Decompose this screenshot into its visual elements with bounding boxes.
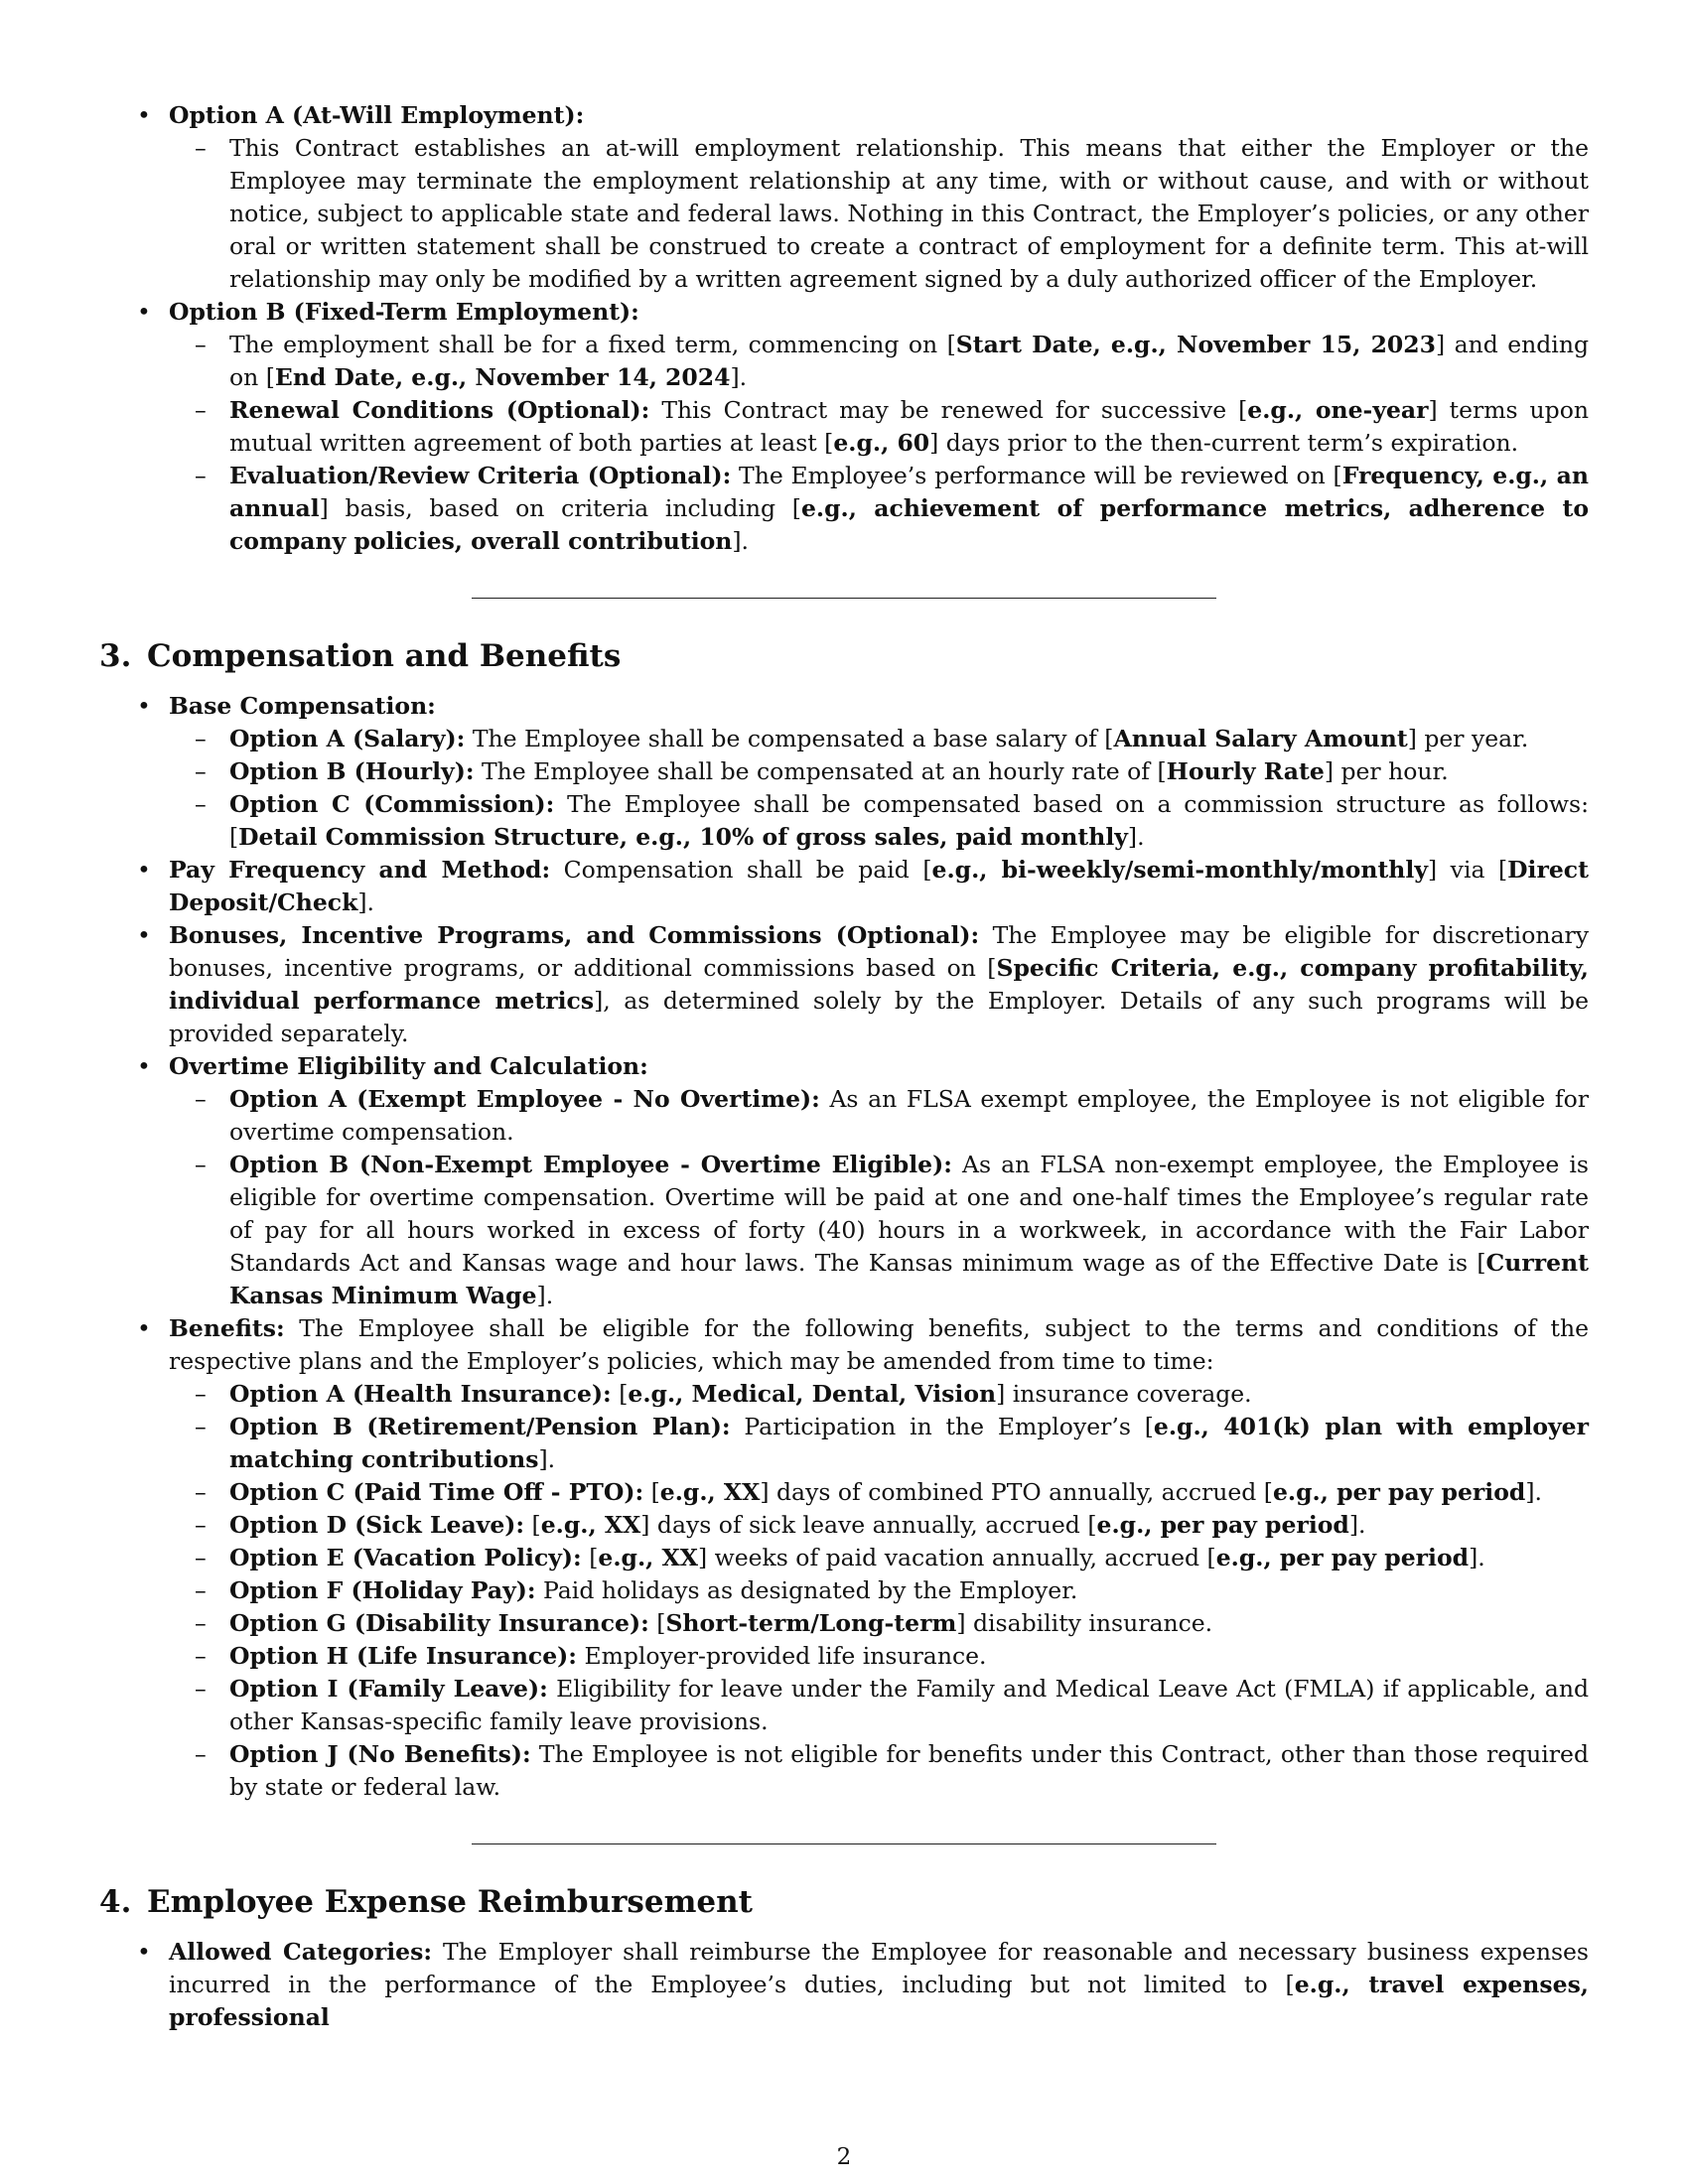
employment-term-options xyxy=(99,99,1589,558)
sick-leave-option: – Option D (Sick Leave): [e.g., XX] days of sick leave annually, accrued [e.g., per pay period]. xyxy=(169,1509,1589,1542)
holiday-pay-option: – Option F (Holiday Pay): Paid holidays as designated by the Employer. xyxy=(169,1574,1589,1607)
bonuses: • Bonuses, Incentive Programs, and Commissions (Optional): The Employee may be eligible for discretionary bonuses, incentive programs, or additional commissions based on [Specific Criteria, e.g., company profitability, individual performance metrics], as determined solely by the Employer. Details of any such programs will be provided separately. xyxy=(99,919,1589,1050)
disability-option: – Option G (Disability Insurance): [Short-term/Long-term] disability insurance. xyxy=(169,1607,1589,1640)
document-page xyxy=(99,99,1589,2034)
health-insurance-option: – Option A (Health Insurance): [e.g., Medical, Dental, Vision] insurance coverage. xyxy=(169,1378,1589,1411)
option-b-fixed-term: • Option B (Fixed-Term Employment): – The employment shall be for a fixed term, commencing on [Start Date, e.g., November 15, 2023] and ending on [End Date, e.g., November 14, 2024]. – Renewal Conditions (Optional): This Contract may be renewed for successive [e.g., one-year] terms upon mutual written agreement of both parties at least [e.g., 60] days prior to the then-current term’s expiration. – Evaluation/Review Criteria (Optional): The Employee’s performance will be reviewed on [Frequency, e.g., an annual] basis, based on criteria including [e.g., achievement of performance metrics, adherence to company policies, overall contribution]. xyxy=(99,296,1589,558)
page-number: 2 xyxy=(836,2144,852,2170)
allowed-categories: • Allowed Categories: The Employer shall reimburse the Employee for reasonable and necessary business expenses incurred in the performance of the Employee’s duties, including but not limited to [e.g., travel expenses, professional xyxy=(99,1936,1589,2034)
compensation-list xyxy=(99,690,1589,1804)
section-heading-expense: 4. Employee Expense Reimbursement xyxy=(99,1884,753,1920)
exempt-option: – Option A (Exempt Employee - No Overtime): As an FLSA exempt employee, the Employee is not eligible for overtime compensation. xyxy=(169,1083,1589,1149)
base-compensation: • Base Compensation: – Option A (Salary): The Employee shall be compensated a base salary of [Annual Salary Amount] per year. – Option B (Hourly): The Employee shall be compensated at an hourly rate of [Hourly Rate] per hour. – Option C (Commission): The Employee shall be compensated based on a commission structure as follows: [Detail Commission Structure, e.g., 10% of gross sales, paid monthly]. xyxy=(99,690,1589,854)
hourly-option: – Option B (Hourly): The Employee shall be compensated at an hourly rate of [Hourly Rate] per hour. xyxy=(169,755,1589,788)
term-dates-clause: – The employment shall be for a fixed term, commencing on [Start Date, e.g., November 15, 2023] and ending on [End Date, e.g., November 14, 2024]. xyxy=(169,329,1589,394)
section-heading-compensation: 3. Compensation and Benefits xyxy=(99,638,622,674)
vacation-option: – Option E (Vacation Policy): [e.g., XX] weeks of paid vacation annually, accrued [e.g., per pay period]. xyxy=(169,1542,1589,1574)
commission-option: – Option C (Commission): The Employee shall be compensated based on a commission structure as follows: [Detail Commission Structure, e.g., 10% of gross sales, paid monthly]. xyxy=(169,788,1589,854)
retirement-option: – Option B (Retirement/Pension Plan): Participation in the Employer’s [e.g., 401(k) plan with employer matching contributions]. xyxy=(169,1411,1589,1476)
renewal-clause: – Renewal Conditions (Optional): This Contract may be renewed for successive [e.g., one-year] terms upon mutual written agreement of both parties at least [e.g., 60] days prior to the then-current term’s expiration. xyxy=(169,394,1589,460)
at-will-clause: – This Contract establishes an at-will employment relationship. This means that either the Employer or the Employee may terminate the employment relationship at any time, with or without cause, and with or without notice, subject to applicable state and federal laws. Nothing in this Contract, the Employer’s policies, or any other oral or written statement shall be construed to create a contract of employment for a definite term. This at-will relationship may only be modified by a written agreement signed by a duly authorized officer of the Employer. xyxy=(169,132,1589,296)
section-divider xyxy=(472,598,1216,599)
no-benefits-option: – Option J (No Benefits): The Employee is not eligible for benefits under this Contract, other than those required by state or federal law. xyxy=(169,1738,1589,1804)
overtime: • Overtime Eligibility and Calculation: – Option A (Exempt Employee - No Overtime): As an FLSA exempt employee, the Employee is not eligible for overtime compensation. – Option B (Non-Exempt Employee - Overtime Eligible): As an FLSA non-exempt employee, the Employee is eligible for overtime compensation. Overtime will be paid at one and one-half times the Employee’s regular rate of pay for all hours worked in excess of forty (40) hours in a workweek, in accordance with the Fair Labor Standards Act and Kansas wage and hour laws. The Kansas minimum wage as of the Effective Date is [Current Kansas Minimum Wage]. xyxy=(99,1050,1589,1312)
benefits: • Benefits: The Employee shall be eligible for the following benefits, subject to the terms and conditions of the respective plans and the Employer’s policies, which may be amended from time to time: – Option A (Health Insurance): [e.g., Medical, Dental, Vision] insurance coverage. – Option B (Retirement/Pension Plan): Participation in the Employer’s [e.g., 401(k) plan with employer matching contributions]. – Option C (Paid Time Off - PTO): [e.g., XX] days of combined PTO annually, accrued [e.g., per pay period]. – Option D (Sick Leave): [e.g., XX] days of sick leave annually, accrued [e.g., per pay period]. – Option E (Vacation Policy): [e.g., XX] weeks of paid vacation annually, accrued [e.g., per pay period]. – Option F (Holiday Pay): Paid holidays as designated by the Employer. – Option G (Disability Insurance): [Short-term/Long-term] disability insurance. – Option H (Life Insurance): Employer-provided life insurance. – Option I (Family Leave): Eligibility for leave under the Family and Medical Leave Act (FMLA) if applicable, and other Kansas-specific family leave provisions. – Option J (No Benefits): The Employee is not eligible for benefits under this Contract, other than those required by state or federal law. xyxy=(99,1312,1589,1804)
pay-frequency: • Pay Frequency and Method: Compensation shall be paid [e.g., bi-weekly/semi-monthly/monthly] via [Direct Deposit/Check]. xyxy=(99,854,1589,919)
life-insurance-option: – Option H (Life Insurance): Employer-provided life insurance. xyxy=(169,1640,1589,1673)
family-leave-option: – Option I (Family Leave): Eligibility for leave under the Family and Medical Leave Act (FMLA) if applicable, and other Kansas-specific family leave provisions. xyxy=(169,1673,1589,1738)
non-exempt-option: – Option B (Non-Exempt Employee - Overtime Eligible): As an FLSA non-exempt employee, the Employee is eligible for overtime compensation. Overtime will be paid at one and one-half times the Employee’s regular rate of pay for all hours worked in excess of forty (40) hours in a workweek, in accordance with the Fair Labor Standards Act and Kansas wage and hour laws. The Kansas minimum wage as of the Effective Date is [Current Kansas Minimum Wage]. xyxy=(169,1149,1589,1312)
section-divider xyxy=(472,1843,1216,1844)
expense-list xyxy=(99,1936,1589,2034)
salary-option: – Option A (Salary): The Employee shall be compensated a base salary of [Annual Salary Amount] per year. xyxy=(169,723,1589,755)
evaluation-clause: – Evaluation/Review Criteria (Optional): The Employee’s performance will be reviewed on [Frequency, e.g., an annual] basis, based on criteria including [e.g., achievement of performance metrics, adherence to company policies, overall contribution]. xyxy=(169,460,1589,558)
pto-option: – Option C (Paid Time Off - PTO): [e.g., XX] days of combined PTO annually, accrued [e.g., per pay period]. xyxy=(169,1476,1589,1509)
option-a-at-will: • Option A (At-Will Employment): – This Contract establishes an at-will employment relationship. This means that either the Employer or the Employee may terminate the employment relationship at any time, with or without cause, and with or without notice, subject to applicable state and federal laws. Nothing in this Contract, the Employer’s policies, or any other oral or written statement shall be construed to create a contract of employment for a definite term. This at-will relationship may only be modified by a written agreement signed by a duly authorized officer of the Employer. xyxy=(99,99,1589,296)
